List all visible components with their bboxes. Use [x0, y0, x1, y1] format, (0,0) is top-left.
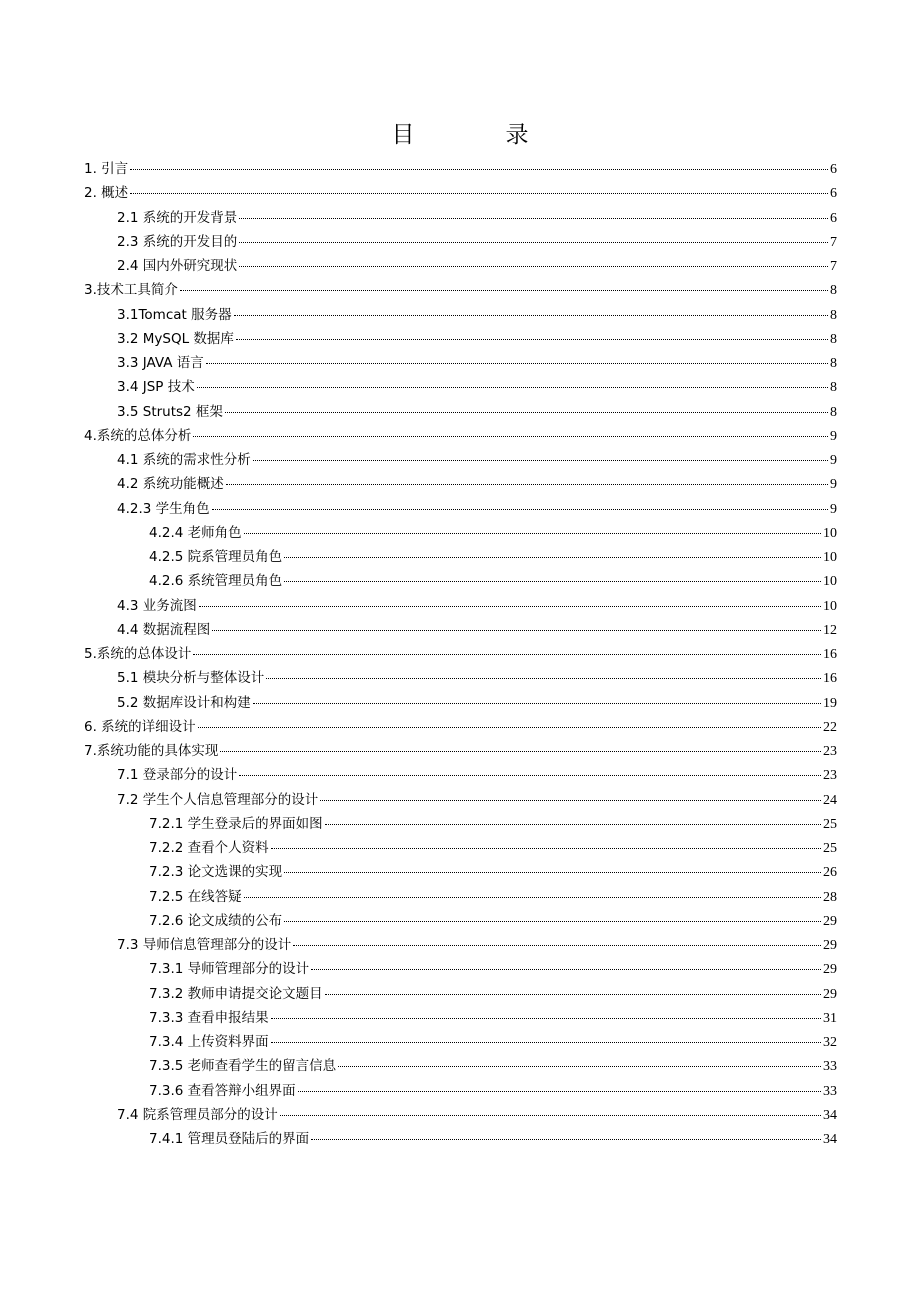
toc-dot-leader	[239, 775, 821, 776]
toc-entry[interactable]	[84, 425, 837, 447]
toc-entry[interactable]	[117, 207, 837, 229]
toc-entry-label: 7.2.2 查看个人资料	[149, 840, 269, 856]
toc-entry-label: 7.3.4 上传资料界面	[149, 1034, 269, 1050]
toc-entry-label: 7.3.3 查看申报结果	[149, 1009, 269, 1026]
toc-entry-label: 7.2.5 在线答疑	[149, 888, 242, 905]
toc-dot-leader	[197, 387, 828, 388]
toc-dot-leader	[311, 969, 821, 970]
toc-page-number: 8	[830, 283, 837, 299]
toc-entry[interactable]	[149, 861, 837, 883]
toc-entry[interactable]	[149, 983, 837, 1005]
toc-entry-label: 4.2 系统功能概述	[117, 476, 224, 493]
toc-page-number: 23	[823, 744, 837, 759]
toc-dot-leader	[130, 193, 828, 194]
toc-page-number: 8	[830, 307, 837, 323]
toc-page-number: 24	[823, 792, 837, 808]
toc-dot-leader	[244, 897, 821, 898]
toc-page-number: 31	[823, 1010, 837, 1026]
toc-entry-label: 4.系统的总体分析	[84, 427, 192, 444]
toc-entry[interactable]	[84, 279, 837, 301]
toc-dot-leader	[325, 824, 821, 825]
toc-dot-leader	[193, 654, 821, 655]
toc-entry[interactable]	[117, 1104, 837, 1126]
toc-entry-label: 4.2.5 院系管理员角色	[149, 549, 283, 565]
toc-dot-leader	[280, 1115, 821, 1116]
toc-page-number: 34	[823, 1107, 837, 1123]
toc-entry-label: 3.1Tomcat 服务器	[117, 306, 232, 323]
toc-entry[interactable]	[117, 764, 837, 786]
toc-entry-label: 3.技术工具简介	[84, 282, 178, 299]
toc-page-number: 9	[830, 428, 837, 444]
toc-dot-leader	[239, 242, 828, 243]
toc-page-number: 6	[830, 162, 837, 177]
toc-page-number: 29	[823, 913, 837, 929]
toc-entry[interactable]	[117, 328, 837, 350]
toc-entry[interactable]	[84, 716, 837, 738]
toc-entry-label: 2.4 国内外研究现状	[117, 258, 238, 274]
toc-dot-leader	[253, 703, 821, 704]
toc-entry[interactable]	[149, 910, 837, 932]
toc-entry-label: 7.3.5 老师查看学生的留言信息	[149, 1058, 337, 1075]
toc-entry[interactable]	[117, 934, 837, 956]
toc-entry-label: 2.3 系统的开发目的	[117, 233, 238, 250]
toc-page-number: 33	[823, 1059, 837, 1075]
toc-entry[interactable]	[149, 813, 837, 835]
toc-entry-label: 7.系统功能的具体实现	[84, 743, 219, 759]
toc-dot-leader	[226, 484, 828, 485]
toc-dot-leader	[212, 630, 821, 631]
toc-page-number: 16	[823, 671, 837, 687]
toc-entry[interactable]	[117, 352, 837, 374]
toc-page-number: 7	[830, 234, 837, 250]
toc-page-number: 9	[830, 477, 837, 493]
toc-entry[interactable]	[84, 740, 837, 762]
toc-title: 目 录	[391, 122, 563, 148]
toc-entry-label: 5.1 模块分析与整体设计	[117, 670, 265, 687]
toc-page-number: 10	[823, 550, 837, 565]
toc-page-number: 32	[823, 1035, 837, 1050]
toc-page-number: 33	[823, 1083, 837, 1099]
toc-page-number: 10	[823, 525, 837, 541]
toc-page-number: 25	[823, 841, 837, 856]
toc-page-number: 10	[823, 574, 837, 590]
toc-entry[interactable]	[117, 376, 837, 398]
toc-dot-leader	[206, 363, 828, 364]
toc-entry[interactable]	[149, 1080, 837, 1102]
toc-entry-label: 7.1 登录部分的设计	[117, 767, 238, 784]
toc-entry-label: 6. 系统的详细设计	[84, 718, 196, 735]
toc-dot-leader	[325, 994, 821, 995]
toc-page-number: 10	[823, 598, 837, 614]
toc-page-number: 23	[823, 768, 837, 784]
toc-dot-leader	[180, 290, 828, 291]
toc-entry[interactable]	[149, 1031, 837, 1053]
toc-entry-label: 3.3 JAVA 语言	[117, 355, 204, 371]
toc-entry-label: 1. 引言	[84, 161, 129, 177]
toc-entry[interactable]	[149, 1128, 837, 1150]
toc-entry-label: 4.2.6 系统管理员角色	[149, 573, 283, 590]
toc-page-number: 25	[823, 816, 837, 832]
toc-entry[interactable]	[117, 401, 837, 423]
toc-entry[interactable]	[149, 958, 837, 980]
toc-entry[interactable]	[117, 255, 837, 277]
toc-entry[interactable]	[117, 667, 837, 689]
toc-entry[interactable]	[117, 595, 837, 617]
toc-entry-label: 7.3 导师信息管理部分的设计	[117, 937, 292, 953]
toc-entry[interactable]	[117, 231, 837, 253]
toc-entry-label: 4.2.4 老师角色	[149, 524, 242, 541]
toc-dot-leader	[199, 606, 821, 607]
toc-dot-leader	[253, 460, 828, 461]
toc-entry[interactable]	[149, 1055, 837, 1077]
toc-dot-leader	[284, 921, 821, 922]
toc-dot-leader	[198, 727, 821, 728]
toc-page-number: 19	[823, 695, 837, 711]
toc-entry[interactable]	[117, 498, 837, 520]
toc-entry-label: 3.4 JSP 技术	[117, 379, 195, 396]
toc-entry-label: 3.5 Struts2 框架	[117, 403, 223, 420]
toc-page-number: 6	[830, 210, 837, 226]
toc-entry-label: 7.3.1 导师管理部分的设计	[149, 961, 310, 978]
toc-page-number: 9	[830, 501, 837, 517]
toc-dot-leader	[311, 1139, 821, 1140]
toc-entry-label: 2. 概述	[84, 185, 129, 202]
toc-dot-leader	[284, 872, 821, 873]
toc-entry[interactable]	[117, 304, 837, 326]
toc-entry-label: 4.2.3 学生角色	[117, 500, 210, 517]
toc-entry[interactable]	[117, 692, 837, 714]
toc-entry-label: 7.2.6 论文成绩的公布	[149, 912, 283, 929]
toc-page-number: 26	[823, 865, 837, 881]
toc-entry[interactable]	[149, 570, 837, 592]
toc-entry[interactable]	[149, 522, 837, 544]
toc-entry-label: 2.1 系统的开发背景	[117, 209, 238, 226]
toc-dot-leader	[212, 509, 828, 510]
toc-dot-leader	[239, 266, 828, 267]
toc-entry[interactable]	[149, 837, 837, 859]
toc-page-number: 16	[823, 647, 837, 662]
toc-dot-leader	[293, 945, 821, 946]
toc-entry-label: 4.3 业务流图	[117, 597, 197, 614]
toc-entry-label: 4.1 系统的需求性分析	[117, 452, 251, 468]
toc-page-number: 22	[823, 719, 837, 735]
toc-page-number: 7	[830, 259, 837, 274]
toc-page-number: 12	[823, 622, 837, 638]
toc-entry-label: 3.2 MySQL 数据库	[117, 330, 234, 347]
toc-dot-leader	[284, 557, 821, 558]
toc-entry-label: 7.2.3 论文选课的实现	[149, 864, 283, 881]
toc-dot-leader	[236, 339, 828, 340]
toc-entry-label: 7.3.6 查看答辩小组界面	[149, 1082, 296, 1099]
toc-dot-leader	[271, 1018, 821, 1019]
toc-entry-label: 7.4 院系管理员部分的设计	[117, 1106, 278, 1123]
toc-entry[interactable]	[117, 789, 837, 811]
toc-entry-label: 4.4 数据流程图	[117, 621, 211, 638]
toc-dot-leader	[271, 848, 821, 849]
toc-page-number: 29	[823, 986, 837, 1002]
toc-dot-leader	[220, 751, 821, 752]
toc-entry-label: 7.3.2 教师申请提交论文题目	[149, 985, 323, 1002]
toc-entry[interactable]	[84, 643, 837, 665]
toc-page-number: 8	[830, 404, 837, 420]
toc-dot-leader	[130, 169, 828, 170]
toc-dot-leader	[244, 533, 821, 534]
toc-entry-label: 7.4.1 管理员登陆后的界面	[149, 1131, 310, 1147]
toc-dot-leader	[284, 581, 821, 582]
toc-page-number: 29	[823, 962, 837, 978]
toc-dot-leader	[266, 678, 821, 679]
toc-entry[interactable]	[117, 473, 837, 495]
toc-entry[interactable]	[149, 1007, 837, 1029]
toc-entry-label: 7.2 学生个人信息管理部分的设计	[117, 791, 319, 808]
toc-entry[interactable]	[84, 182, 837, 204]
toc-page-number: 8	[830, 356, 837, 371]
toc-page-number: 9	[830, 453, 837, 468]
toc-entry[interactable]	[117, 449, 837, 471]
toc-page-number: 6	[830, 186, 837, 202]
toc-page-number: 8	[830, 331, 837, 347]
toc-entry[interactable]	[149, 546, 837, 568]
toc-page-number: 29	[823, 938, 837, 953]
toc-page-number: 34	[823, 1132, 837, 1147]
toc-entry[interactable]	[149, 886, 837, 908]
toc-dot-leader	[338, 1066, 821, 1067]
toc-dot-leader	[298, 1091, 821, 1092]
toc-entry-label: 5.2 数据库设计和构建	[117, 694, 251, 711]
toc-dot-leader	[193, 436, 828, 437]
toc-dot-leader	[239, 218, 828, 219]
toc-dot-leader	[271, 1042, 821, 1043]
toc-dot-leader	[225, 412, 828, 413]
toc-page-number: 28	[823, 889, 837, 905]
toc-page-number: 8	[830, 380, 837, 396]
toc-dot-leader	[234, 315, 828, 316]
toc-entry[interactable]	[117, 619, 837, 641]
toc-entry-label: 5.系统的总体设计	[84, 646, 192, 662]
toc-entry-label: 7.2.1 学生登录后的界面如图	[149, 815, 323, 832]
toc-dot-leader	[320, 800, 821, 801]
toc-entry[interactable]	[84, 158, 837, 180]
